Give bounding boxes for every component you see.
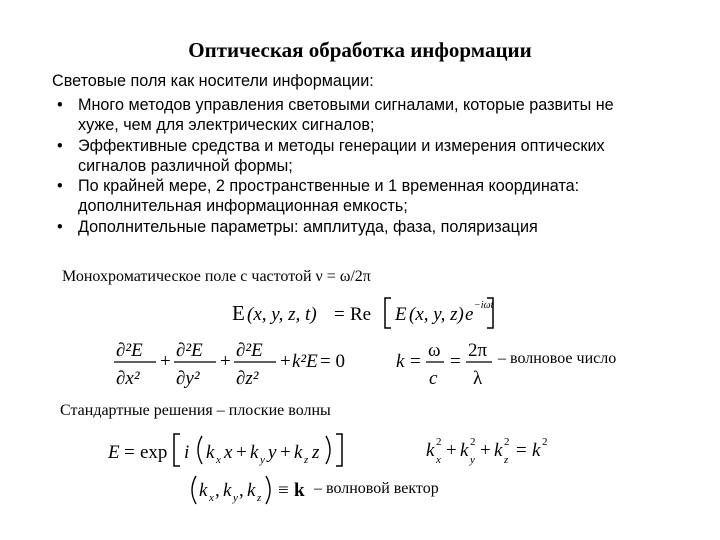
wavevector-equation bbox=[186, 472, 312, 508]
monochromatic-field-text: Монохроматическое поле с частотой ν = ω/2π bbox=[62, 268, 371, 285]
equals-sign: = bbox=[124, 442, 135, 463]
two-pi: 2π bbox=[468, 340, 488, 361]
subscript: x bbox=[436, 454, 441, 466]
k-symbol: k bbox=[223, 480, 232, 501]
wavevector-label: – волновой вектор bbox=[314, 480, 439, 497]
bullet-glyph: • bbox=[57, 217, 63, 236]
bullet-item bbox=[52, 95, 692, 136]
subscript: z bbox=[257, 492, 262, 504]
omega-symbol: ω bbox=[428, 340, 441, 361]
bullet-glyph: • bbox=[57, 136, 63, 155]
equals-sign: = bbox=[410, 351, 421, 372]
k-symbol: k bbox=[426, 440, 435, 461]
page-title: Оптическая обработка информации bbox=[188, 38, 532, 62]
superscript: 2 bbox=[542, 436, 548, 448]
plus-sign: + bbox=[220, 351, 231, 372]
bullet-item bbox=[52, 217, 692, 237]
plus-sign: + bbox=[236, 442, 247, 463]
bold-k-vector: k bbox=[294, 480, 305, 501]
fraction-numerator: ∂²E bbox=[236, 340, 263, 361]
kx-symbol: k bbox=[206, 442, 215, 463]
equals-sign: = bbox=[450, 351, 461, 372]
k-symbol: k bbox=[460, 440, 469, 461]
bullet-item bbox=[52, 136, 692, 177]
lambda-symbol: λ bbox=[473, 368, 483, 389]
k-squared-E: k²E bbox=[292, 351, 318, 372]
subscript: y bbox=[260, 454, 265, 466]
field-E-symbol: E bbox=[395, 304, 407, 325]
bullet-text-line: По крайней мере, 2 пространственные и 1 временная координата: bbox=[78, 177, 580, 196]
fraction-denominator: ∂x² bbox=[116, 368, 140, 389]
bullet-list bbox=[52, 95, 692, 237]
wavenumber-equation bbox=[392, 334, 498, 390]
standard-solutions-text: Стандартные решения – плоские волны bbox=[60, 402, 331, 419]
k-symbol: k bbox=[494, 440, 503, 461]
left-bracket bbox=[174, 434, 180, 466]
field-args: (x, y, z) bbox=[409, 304, 464, 325]
right-paren bbox=[266, 476, 270, 504]
bullet-text-line: Дополнительные параметры: амплитуда, фаза, поляризация bbox=[78, 217, 538, 236]
intro-line: Световые поля как носители информации: bbox=[52, 72, 374, 90]
subscript: z bbox=[504, 454, 509, 466]
plus-sign: + bbox=[446, 440, 457, 461]
subscript: x bbox=[209, 492, 214, 504]
plus-sign: + bbox=[280, 351, 291, 372]
right-paren bbox=[326, 436, 330, 464]
x-variable: x bbox=[224, 442, 233, 463]
right-bracket bbox=[336, 434, 342, 466]
re-operator: Re bbox=[350, 304, 372, 325]
c-symbol: c bbox=[429, 368, 438, 389]
identity-sign: ≡ bbox=[278, 480, 289, 501]
exp-base: e bbox=[465, 304, 474, 325]
bullet-text-line: хуже, чем для электрических сигналов; bbox=[78, 116, 375, 135]
field-equation bbox=[230, 292, 500, 332]
equals-zero: = 0 bbox=[320, 351, 345, 372]
E-symbol: E bbox=[108, 442, 120, 463]
plus-sign: + bbox=[280, 442, 291, 463]
fraction-numerator: ∂²E bbox=[176, 340, 203, 361]
plus-sign: + bbox=[160, 351, 171, 372]
dispersion-equation bbox=[424, 430, 564, 470]
subscript: z bbox=[304, 454, 309, 466]
planewave-equation bbox=[106, 430, 356, 470]
field-E-symbol: E bbox=[232, 301, 245, 325]
bullet-item bbox=[52, 176, 692, 217]
left-paren bbox=[192, 476, 196, 504]
plus-sign: + bbox=[480, 440, 491, 461]
k-symbol: k bbox=[247, 480, 256, 501]
superscript: 2 bbox=[436, 436, 442, 448]
kz-symbol: k bbox=[294, 442, 303, 463]
y-variable: y bbox=[268, 442, 277, 463]
subscript: x bbox=[216, 454, 221, 466]
equals-sign: = bbox=[516, 440, 527, 461]
bullet-glyph: • bbox=[57, 96, 63, 114]
equals-sign: = bbox=[334, 304, 345, 325]
i-symbol: i bbox=[184, 442, 190, 463]
k-symbol: k bbox=[199, 480, 208, 501]
helmholtz-equation bbox=[112, 334, 348, 390]
bullet-text-line: Много методов управления световыми сигналами, которые развиты не bbox=[78, 96, 614, 114]
comma: , bbox=[215, 480, 220, 501]
z-variable: z bbox=[312, 442, 320, 463]
subscript: y bbox=[470, 454, 475, 466]
bullet-text-line: дополнительная информационная емкость; bbox=[78, 197, 408, 216]
subscript: y bbox=[233, 492, 238, 504]
wavenumber-label: – волновое число bbox=[498, 350, 617, 367]
left-paren bbox=[198, 436, 202, 464]
exp-power: −iωt bbox=[474, 300, 494, 311]
fraction-numerator: ∂²E bbox=[116, 340, 143, 361]
bullet-glyph: • bbox=[57, 177, 63, 196]
k-symbol: k bbox=[396, 351, 405, 372]
fraction-denominator: ∂y² bbox=[176, 368, 200, 389]
field-args: (x, y, z, t) bbox=[247, 304, 317, 325]
comma: , bbox=[239, 480, 244, 501]
exp-operator: exp bbox=[140, 442, 168, 463]
fraction-denominator: ∂z² bbox=[236, 368, 259, 389]
ky-symbol: k bbox=[250, 442, 259, 463]
k-symbol: k bbox=[532, 440, 541, 461]
superscript: 2 bbox=[504, 436, 510, 448]
left-bracket bbox=[385, 298, 391, 328]
superscript: 2 bbox=[470, 436, 476, 448]
bullet-text-line: сигналов различной формы; bbox=[78, 156, 293, 175]
bullet-text-line: Эффективные средства и методы генерации и измерения оптических bbox=[78, 136, 605, 155]
